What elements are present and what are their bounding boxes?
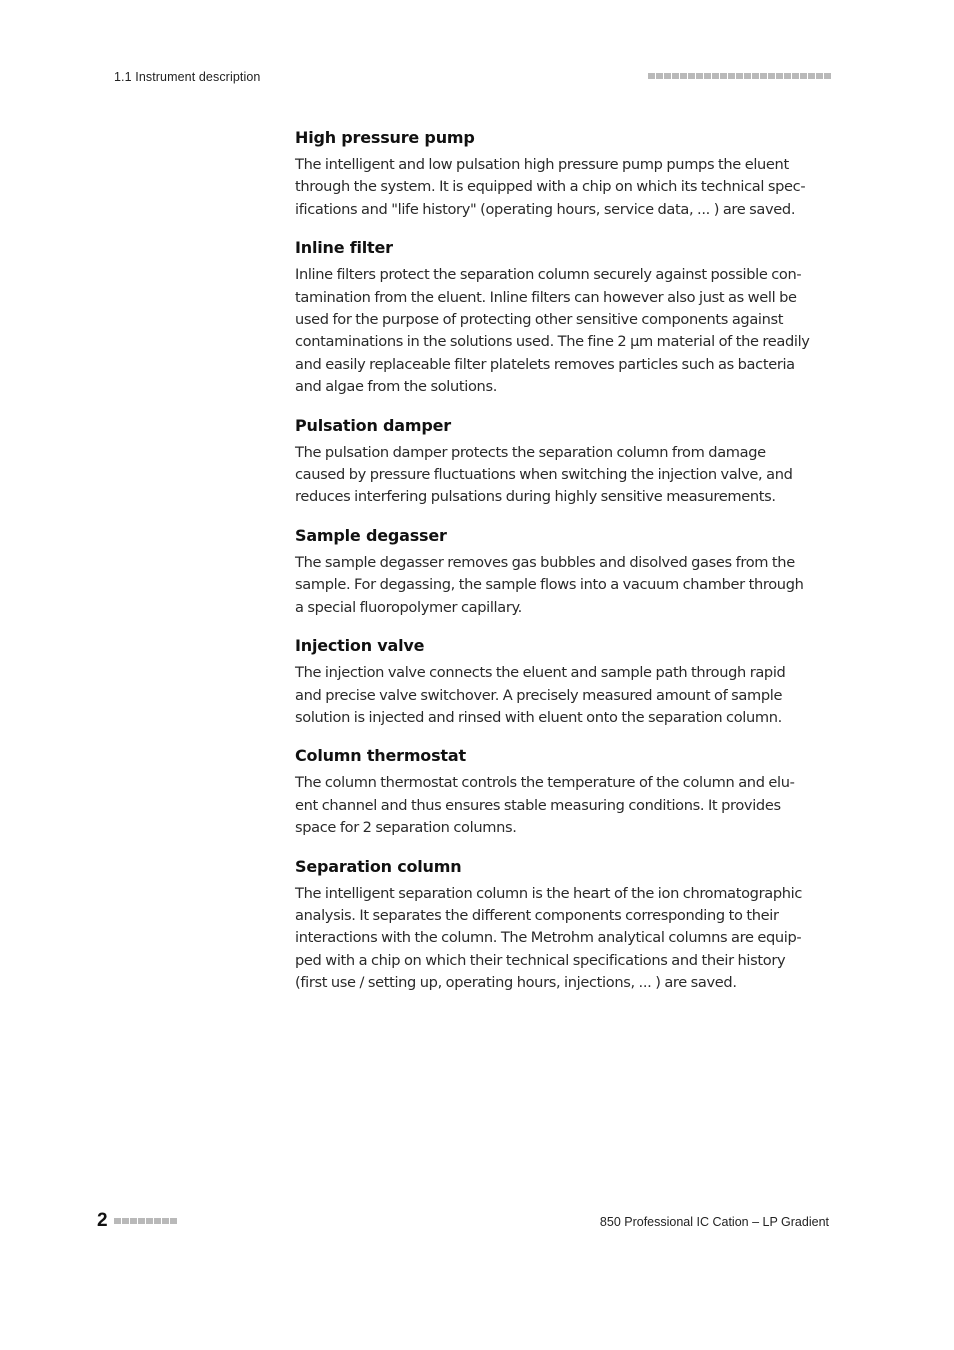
text-line: through the system. It is equipped with a chip on which its technical spec- <box>295 178 806 196</box>
running-header: 1.1 Instrument description <box>114 70 261 84</box>
text-line: and easily replaceable filter platelets removes particles such as bacteria <box>295 355 795 373</box>
text-line: contaminations in the solutions used. The fine 2 μm material of the readily <box>295 333 810 351</box>
text-line: The injection valve connects the eluent and sample path through rapid <box>295 664 786 682</box>
text-line: analysis. It separates the different components corresponding to their <box>295 906 779 924</box>
main-content <box>295 127 835 1011</box>
section-heading: Pulsation damper <box>295 415 451 435</box>
section-heading: Injection valve <box>295 636 425 656</box>
text-line: space for 2 separation columns. <box>295 819 517 837</box>
text-line: The intelligent separation column is the heart of the ion chromatographic <box>295 884 803 902</box>
text-line: and precise valve switchover. A precisely measured amount of sample <box>295 686 783 704</box>
section-heading: Sample degasser <box>295 525 447 545</box>
section-paragraph <box>295 883 835 995</box>
text-line: The pulsation damper protects the separation column from damage <box>295 443 766 461</box>
section-heading: Inline filter <box>295 238 393 258</box>
text-line: solution is injected and rinsed with eluent onto the separation column. <box>295 708 782 726</box>
footer-decorative-squares <box>114 1218 177 1224</box>
section-pulsation-damper <box>295 415 835 509</box>
text-line: ent channel and thus ensures stable measuring conditions. It provides <box>295 796 781 814</box>
section-high-pressure-pump <box>295 127 835 221</box>
text-line: Inline filters protect the separation column securely against possible con- <box>295 266 802 284</box>
text-line: interactions with the column. The Metrohm analytical columns are equip- <box>295 929 802 947</box>
text-line: (first use / setting up, operating hours, injections, ... ) are saved. <box>295 974 737 992</box>
header-decorative-squares <box>648 73 831 79</box>
section-paragraph <box>295 264 835 398</box>
text-line: and algae from the solutions. <box>295 378 497 396</box>
text-line: The intelligent and low pulsation high pressure pump pumps the eluent <box>295 156 789 173</box>
page-number: 2 <box>97 1210 108 1231</box>
section-sample-degasser <box>295 525 835 619</box>
section-heading: Separation column <box>295 856 462 876</box>
section-heading: High pressure pump <box>295 128 475 147</box>
section-injection-valve <box>295 635 835 729</box>
section-paragraph <box>295 662 835 729</box>
text-line: The sample degasser removes gas bubbles and disolved gases from the <box>295 553 795 571</box>
section-paragraph <box>295 442 835 509</box>
section-inline-filter <box>295 237 835 398</box>
section-paragraph <box>295 552 835 619</box>
section-heading: Column thermostat <box>295 746 466 766</box>
text-line: ifications and "life history" (operating hours, service data, ... ) are saved. <box>295 200 796 218</box>
footer-document-title: 850 Professional IC Cation – LP Gradient <box>599 1215 829 1229</box>
text-line: tamination from the eluent. Inline filters can however also just as well be <box>295 288 797 306</box>
section-paragraph <box>295 154 835 221</box>
section-separation-column <box>295 856 835 995</box>
text-line: sample. For degassing, the sample flows into a vacuum chamber through <box>295 576 804 594</box>
section-column-thermostat <box>295 745 835 839</box>
section-paragraph <box>295 772 835 839</box>
text-line: reduces interfering pulsations during highly sensitive measurements. <box>295 488 776 506</box>
text-line: ped with a chip on which their technical specifications and their history <box>295 951 786 969</box>
text-line: The column thermostat controls the temperature of the column and elu- <box>295 774 795 792</box>
text-line: used for the purpose of protecting other sensitive components against <box>295 311 784 329</box>
text-line: caused by pressure fluctuations when switching the injection valve, and <box>295 466 793 484</box>
text-line: a special fluoropolymer capillary. <box>295 598 522 616</box>
